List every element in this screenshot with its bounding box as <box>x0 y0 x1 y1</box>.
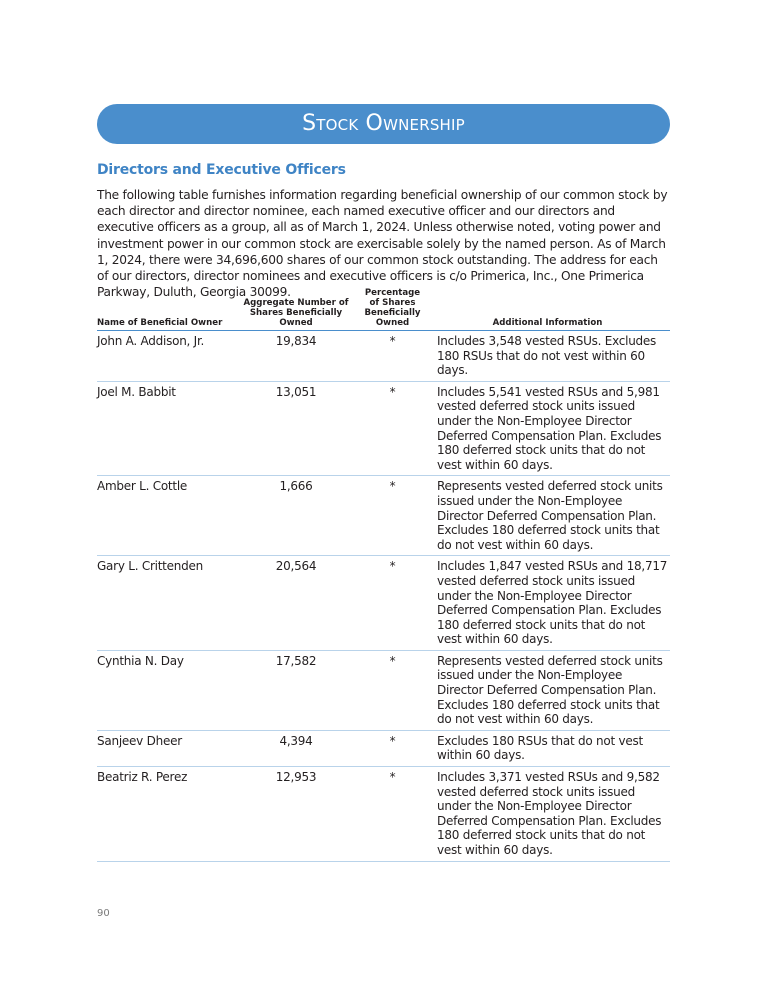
additional-info: Includes 3,548 vested RSUs. Excludes 180 RSUs that do not vest within 60 days. <box>425 331 670 382</box>
percentage-owned: * <box>360 767 425 862</box>
header-pct-line3: Beneficially <box>364 308 421 318</box>
additional-info: Represents vested deferred stock units issued under the Non-Employee Director Deferred Compensation Plan. Excludes 180 deferred stock units that do not vest within 60 days. <box>425 650 670 730</box>
header-shares <box>232 288 360 331</box>
table-row <box>97 381 670 476</box>
shares-owned: 4,394 <box>232 730 360 766</box>
additional-info: Includes 1,847 vested RSUs and 18,717 vested deferred stock units issued under the Non-Employee Director Deferred Compensation Plan. Excludes 180 deferred stock units that do not vest within 60 days. <box>425 556 670 651</box>
percentage-owned: * <box>360 476 425 556</box>
header-shares-line2: Shares Beneficially Owned <box>249 308 343 328</box>
shares-owned: 17,582 <box>232 650 360 730</box>
table-row <box>97 331 670 382</box>
owner-name: Sanjeev Dheer <box>97 730 232 766</box>
additional-info: Includes 3,371 vested RSUs and 9,582 vested deferred stock units issued under the Non-Employee Director Deferred Compensation Plan. Excludes 180 deferred stock units that do not vest within 60 days. <box>425 767 670 862</box>
header-pct-line2: of Shares <box>369 298 416 308</box>
section-banner <box>97 104 670 144</box>
additional-info: Represents vested deferred stock units issued under the Non-Employee Director Deferred Compensation Plan. Excludes 180 deferred stock units that do not vest within 60 days. <box>425 476 670 556</box>
owner-name: Beatriz R. Perez <box>97 767 232 862</box>
owner-name: Joel M. Babbit <box>97 381 232 476</box>
percentage-owned: * <box>360 730 425 766</box>
header-percentage <box>360 288 425 331</box>
additional-info: Excludes 180 RSUs that do not vest within 60 days. <box>425 730 670 766</box>
header-name <box>97 288 232 331</box>
additional-info: Includes 5,541 vested RSUs and 5,981 vested deferred stock units issued under the Non-Employee Director Deferred Compensation Plan. Excludes 180 deferred stock units that do not vest within 60 days. <box>425 381 670 476</box>
shares-owned: 12,953 <box>232 767 360 862</box>
percentage-owned: * <box>360 381 425 476</box>
shares-owned: 13,051 <box>232 381 360 476</box>
beneficial-ownership-table <box>97 288 670 862</box>
page-number: 90 <box>97 908 110 919</box>
banner-title: Stock Ownership <box>302 111 465 136</box>
section-heading: Directors and Executive Officers <box>97 162 346 178</box>
owner-name: Cynthia N. Day <box>97 650 232 730</box>
table-row <box>97 476 670 556</box>
header-info-label: Additional Information <box>492 318 603 328</box>
owner-name: Gary L. Crittenden <box>97 556 232 651</box>
owner-name: John A. Addison, Jr. <box>97 331 232 382</box>
table-row <box>97 650 670 730</box>
percentage-owned: * <box>360 556 425 651</box>
percentage-owned: * <box>360 650 425 730</box>
header-name-label: Name of Beneficial Owner <box>97 318 223 328</box>
header-additional-info <box>425 288 670 331</box>
intro-paragraph: The following table furnishes information regarding beneficial ownership of our common stock by each director and director nominee, each named executive officer and our directors and executive officers as a group, all as of March 1, 2024. Unless otherwise noted, voting power and investment power in our common stock are exercisable solely by the named person. As of March 1, 2024, there were 34,696,600 shares of our common stock outstanding. The address for each of our directors, director nominees and executive officers is c/o Primerica, Inc., One Primerica Parkway, Duluth, Georgia 30099. <box>97 188 668 300</box>
table-row <box>97 556 670 651</box>
table-header-row <box>97 288 670 331</box>
shares-owned: 20,564 <box>232 556 360 651</box>
shares-owned: 19,834 <box>232 331 360 382</box>
shares-owned: 1,666 <box>232 476 360 556</box>
percentage-owned: * <box>360 331 425 382</box>
header-pct-line4: Owned <box>375 318 410 328</box>
table-row <box>97 730 670 766</box>
owner-name: Amber L. Cottle <box>97 476 232 556</box>
header-shares-line1: Aggregate Number of <box>243 298 349 308</box>
header-pct-line1: Percentage <box>364 288 421 298</box>
table-row <box>97 767 670 862</box>
